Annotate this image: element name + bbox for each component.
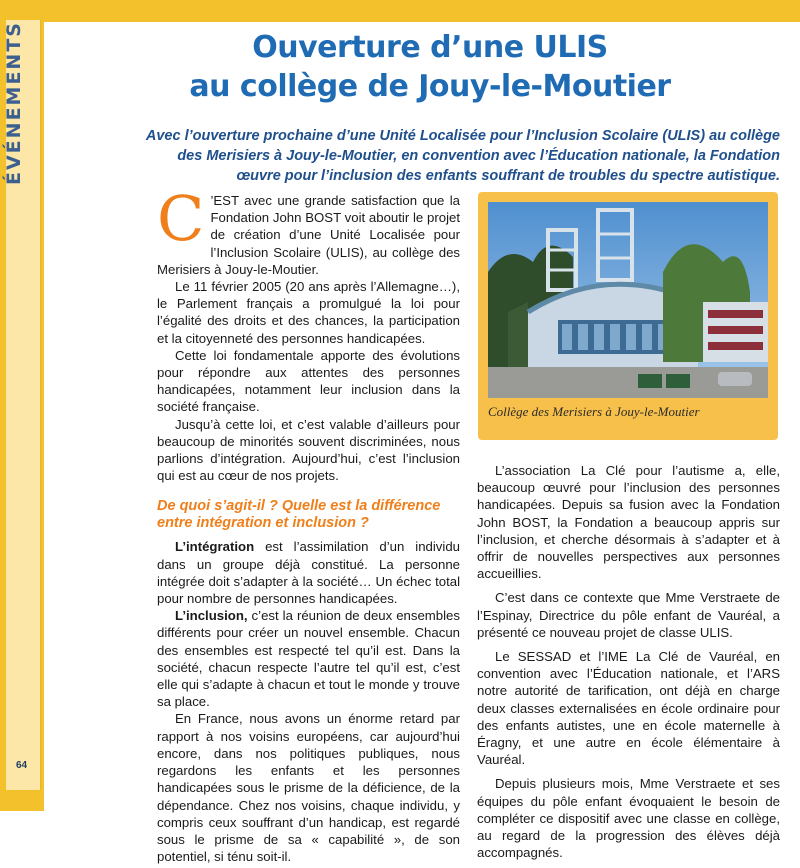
paragraph-1-text: ’EST avec une grande satisfaction que la Fondation John BOST voit aboutir le projet de création d’une Unité Localisée pour l’Inclusion Scolaire (ULIS), au collège des Merisiers à Jouy-le-Moutier. [157,193,460,277]
right-paragraph-4: Depuis plusieurs mois, Mme Verstraete et ses équipes du pôle enfant évoquaient le besoin de compléter ce dispositif avec une classe en collège, au regard de la progression des élèves déjà accompagnés. [477,776,780,861]
right-paragraph-1: L’association La Clé pour l’autisme a, elle, beaucoup œuvré pour l’inclusion des personnes handicapées. Depuis sa fusion avec la Fondation John BOST, la Fondation a beaucoup appris sur l’inclusion, et cherche désormais à s’adapter et à offrir de nouvelles perspectives aux personnes accueillies. [477,463,780,582]
headline [120,28,740,106]
dropcap: C [157,182,205,255]
term-integration: L’intégration [175,539,255,555]
school-photo [488,202,768,398]
paragraph-6 [157,607,460,710]
paragraph-6-text: c’est la réunion de deux ensembles différents pour créer un nouvel ensemble. Chacun des ensembles est respecté tel qu’il est. Dans la société, chacun respecte l’autre tel qu’il est, c’est elle qui s’adapte à chacun et tout le monde y trouve sa place. [157,608,460,710]
right-paragraph-2: C’est dans ce contexte que Mme Verstraete de l’Espinay, Directrice du pôle enfant de Vauréal, a présenté ce nouveau projet de classe ULIS. [477,590,780,640]
sidebar [0,0,44,811]
photo-frame [478,192,778,440]
paragraph-5 [157,538,460,607]
article-column-right [477,462,780,868]
headline-line-1: Ouverture d’une ULIS [252,30,608,65]
subheading: De quoi s’agit-il ? Quelle est la différence entre intégration et inclusion ? [157,498,441,532]
lede: Avec l’ouverture prochaine d’une Unité Localisée pour l’Inclusion Scolaire (ULIS) au collège des Merisiers à Jouy-le-Moutier, en convention avec l’Éducation nationale, la Fondation œuvre pour l’inclusion des enfants souffrant de troubles du spectre autistique. [145,128,780,184]
term-inclusion: L’inclusion, [175,608,248,624]
paragraph-2: Le 11 février 2005 (20 ans après l’Allemagne…), le Parlement français a promulgué la loi pour l’égalité des droits et des chances, la participation et la citoyenneté des personnes handicapées. [157,279,460,346]
paragraph-5-text: est l’assimilation d’un individu dans un groupe déjà constitué. La personne intégrée doit s’adapter à la société… Un échec total pour nombre de personnes handicapées. [157,539,460,607]
paragraph-7: En France, nous avons un énorme retard par rapport à nos voisins européens, car aujourd’hui encore, dans nos politiques publiques, nous regardons les enfants et les personnes handicapées sous le prisme de la déficience, de la dépendance. Chez nos voisins, chaque individu, y compris ceux souffrant d’un handicap, est regardé sous le prisme de sa « capabilité », de son potentiel, si ténu soit-il. [157,711,460,865]
paragraph-4: Jusqu’à cette loi, et c’est valable d’ailleurs pour beaucoup de minorités souvent discriminées, nous parlions d’intégration. Aujourd’hui, c’est l’inclusion qui est au cœur de nos projets. [157,416,460,484]
article-column-left [157,182,460,865]
school-photo-illustration [488,202,768,398]
headline-line-2: au collège de Jouy-le-Moutier [189,69,671,104]
photo-caption: Collège des Merisiers à Jouy-le-Moutier [488,404,700,419]
paragraph-1 [157,182,460,278]
section-label: ÉVÉNEMENTS [3,21,25,185]
paragraph-3: Cette loi fondamentale apporte des évolutions pour répondre aux attentes des personnes handicapées, notamment leur inclusion dans la société française. [157,347,460,415]
right-paragraph-3: Le SESSAD et l’IME La Clé de Vauréal, en convention avec l’Éducation nationale, et l’ARS notre autorité de tarification, ont déjà en charge deux classes externalisées en école ordinaire pour des enfants autistes, une en école maternelle à Éragny, et une autre en école élémentaire à Vauréal. [477,649,780,768]
page-number: 64 [16,760,28,771]
